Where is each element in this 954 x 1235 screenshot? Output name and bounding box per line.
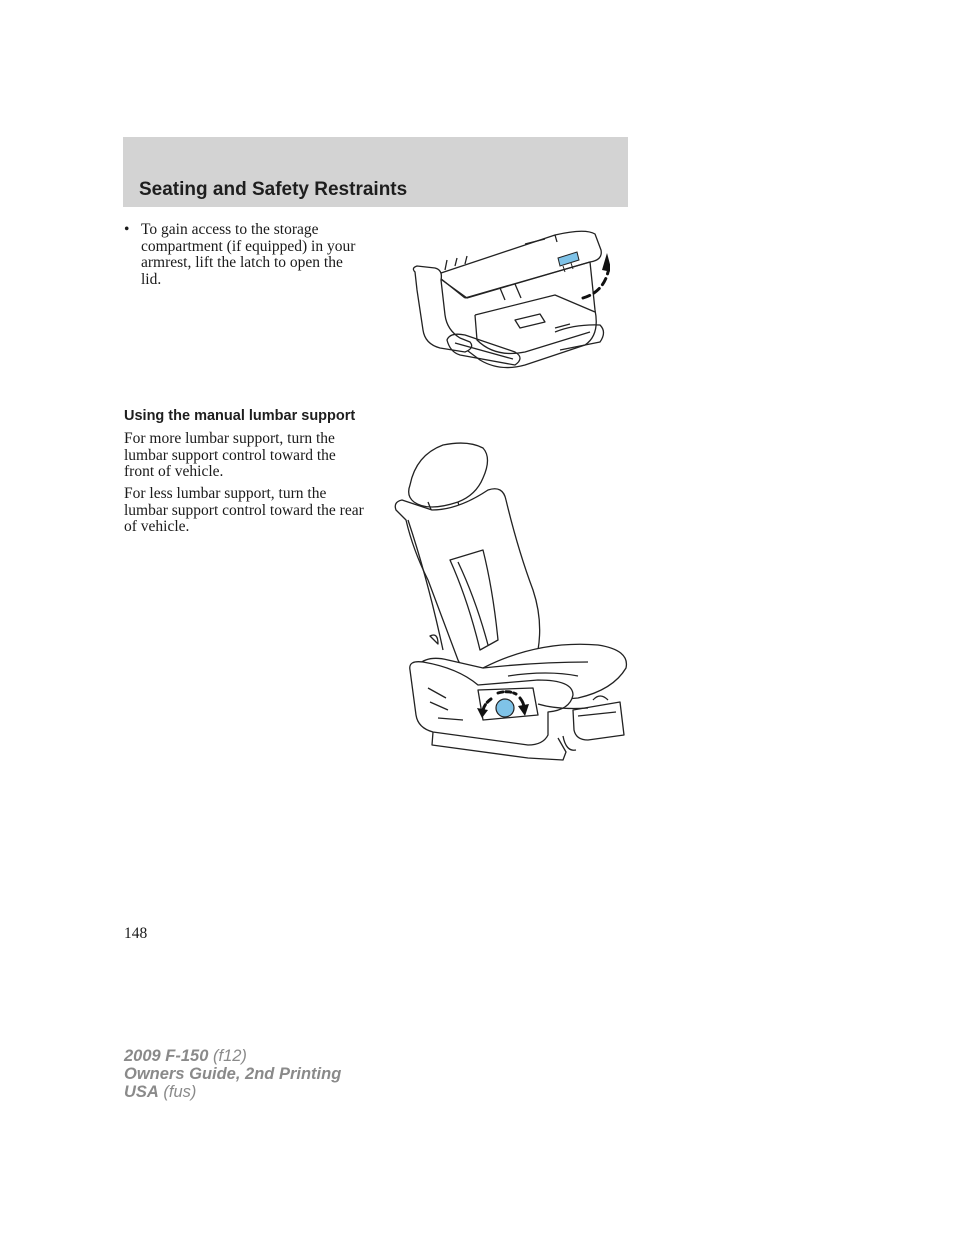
- armrest-bullet-text: To gain access to the storage compartment (if equipped) in your armrest, lift the latch to open the lid.: [141, 221, 356, 288]
- lumbar-less-paragraph: For less lumbar support, turn the lumbar support control toward the rear of vehicle.: [124, 485, 364, 535]
- armrest-storage-illustration: [405, 220, 610, 385]
- bullet-symbol: •: [124, 221, 130, 238]
- footer-line-edition: [124, 1065, 341, 1083]
- footer-line-market: [124, 1083, 341, 1101]
- section-header-band: [123, 137, 628, 207]
- footer-line-model: [124, 1047, 341, 1065]
- footer-edition: Owners Guide, 2nd Printing: [124, 1065, 342, 1083]
- lumbar-more-paragraph: For more lumbar support, turn the lumbar support control toward the front of vehicle.: [124, 430, 336, 480]
- footer-model: 2009 F-150: [124, 1047, 209, 1065]
- footer-market-code: (fus): [158, 1083, 197, 1101]
- armrest-bullet-item: [124, 222, 364, 288]
- page-number: 148: [124, 925, 148, 942]
- lumbar-section-heading: Using the manual lumbar support: [124, 408, 356, 424]
- footer-model-code: (f12): [208, 1047, 247, 1065]
- seat-lumbar-control-illustration: [388, 440, 630, 765]
- section-title: Seating and Safety Restraints: [139, 179, 408, 200]
- footer-market: USA: [124, 1083, 159, 1101]
- document-footer: [124, 1047, 341, 1101]
